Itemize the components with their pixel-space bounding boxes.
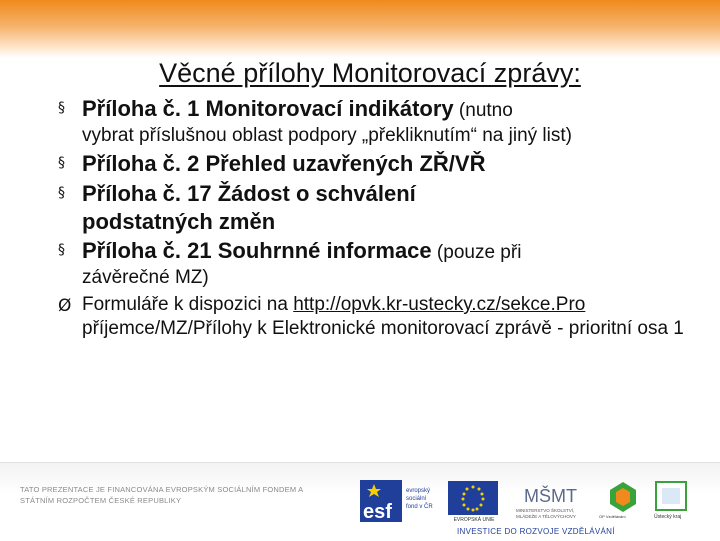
eu-caption: EVROPSKÁ UNIE: [453, 517, 495, 523]
eu-flag-icon: [448, 481, 498, 515]
list-item: [58, 151, 698, 179]
esf-logo: [360, 480, 442, 522]
arrow-bullet-icon: Ø: [58, 296, 72, 316]
svg-text:OP Vzdělávání: OP Vzdělávání: [599, 514, 626, 519]
list-item-forms: [58, 293, 698, 341]
section-bullet-icon: §: [58, 100, 65, 116]
msmt-logo-text: MŠMT: [524, 486, 577, 506]
item-note: (pouze při: [431, 242, 522, 263]
svg-text:fond v ČR: fond v ČR: [406, 504, 433, 510]
svg-text:evropský: evropský: [406, 488, 431, 494]
item-title: Příloha č. 21 Souhrnné informace: [82, 238, 432, 263]
item-continuation: vybrat příslušnou oblast podpory „překliknutím“ na jiný list): [82, 125, 572, 146]
list-item: [58, 238, 698, 266]
item-title: Příloha č. 1 Monitorovací indikátory: [82, 96, 454, 121]
op-vk-logo: [598, 480, 648, 522]
svg-text:MINISTERSTVO ŠKOLSTVÍ,: MINISTERSTVO ŠKOLSTVÍ,: [516, 508, 575, 513]
item-continuation: podstatných změn: [82, 209, 276, 234]
forms-text: Formuláře k dispozici na: [82, 294, 294, 315]
list-item: [58, 96, 698, 124]
header-gradient: [0, 0, 720, 58]
item-title: Příloha č. 2 Přehled uzavřených ZŘ/VŘ: [82, 151, 486, 176]
svg-text:MLÁDEŽE A TĚLOVÝCHOVY: MLÁDEŽE A TĚLOVÝCHOVY: [516, 514, 576, 519]
forms-path-text: příjemce/MZ/Přílohy k Elektronické monitorovací zprávě - prioritní osa 1: [82, 318, 684, 339]
slide-content: [58, 96, 698, 341]
svg-text:sociální: sociální: [406, 496, 427, 502]
msmt-logo: [514, 480, 594, 522]
ustecky-kraj-logo: [652, 480, 692, 522]
item-continuation: závěrečné MZ): [82, 267, 209, 288]
footer-disclaimer: TATO PREZENTACE JE FINANCOVÁNA EVROPSKÝM SOCIÁLNÍM FONDEM A STÁTNÍM ROZPOČTEM ČESKÉ REPUBLIKY: [20, 485, 303, 505]
logo-strip: [360, 478, 715, 528]
forms-link[interactable]: http://opvk.kr-ustecky.cz/sekce.Pro: [293, 294, 586, 315]
list-item: [58, 181, 698, 209]
section-bullet-icon: §: [58, 185, 65, 201]
item-note: (nutno: [453, 100, 513, 121]
item-title: Příloha č. 17 Žádost o schválení: [82, 181, 416, 206]
investice-tagline: INVESTICE DO ROZVOJE VZDĚLÁVÁNÍ: [457, 527, 615, 536]
svg-text:Ústecký kraj: Ústecký kraj: [654, 514, 682, 520]
esf-logo-text: esf: [363, 501, 392, 522]
section-bullet-icon: §: [58, 155, 65, 171]
slide-title: Věcné přílohy Monitorovací zprávy:: [159, 58, 581, 88]
section-bullet-icon: §: [58, 242, 65, 258]
